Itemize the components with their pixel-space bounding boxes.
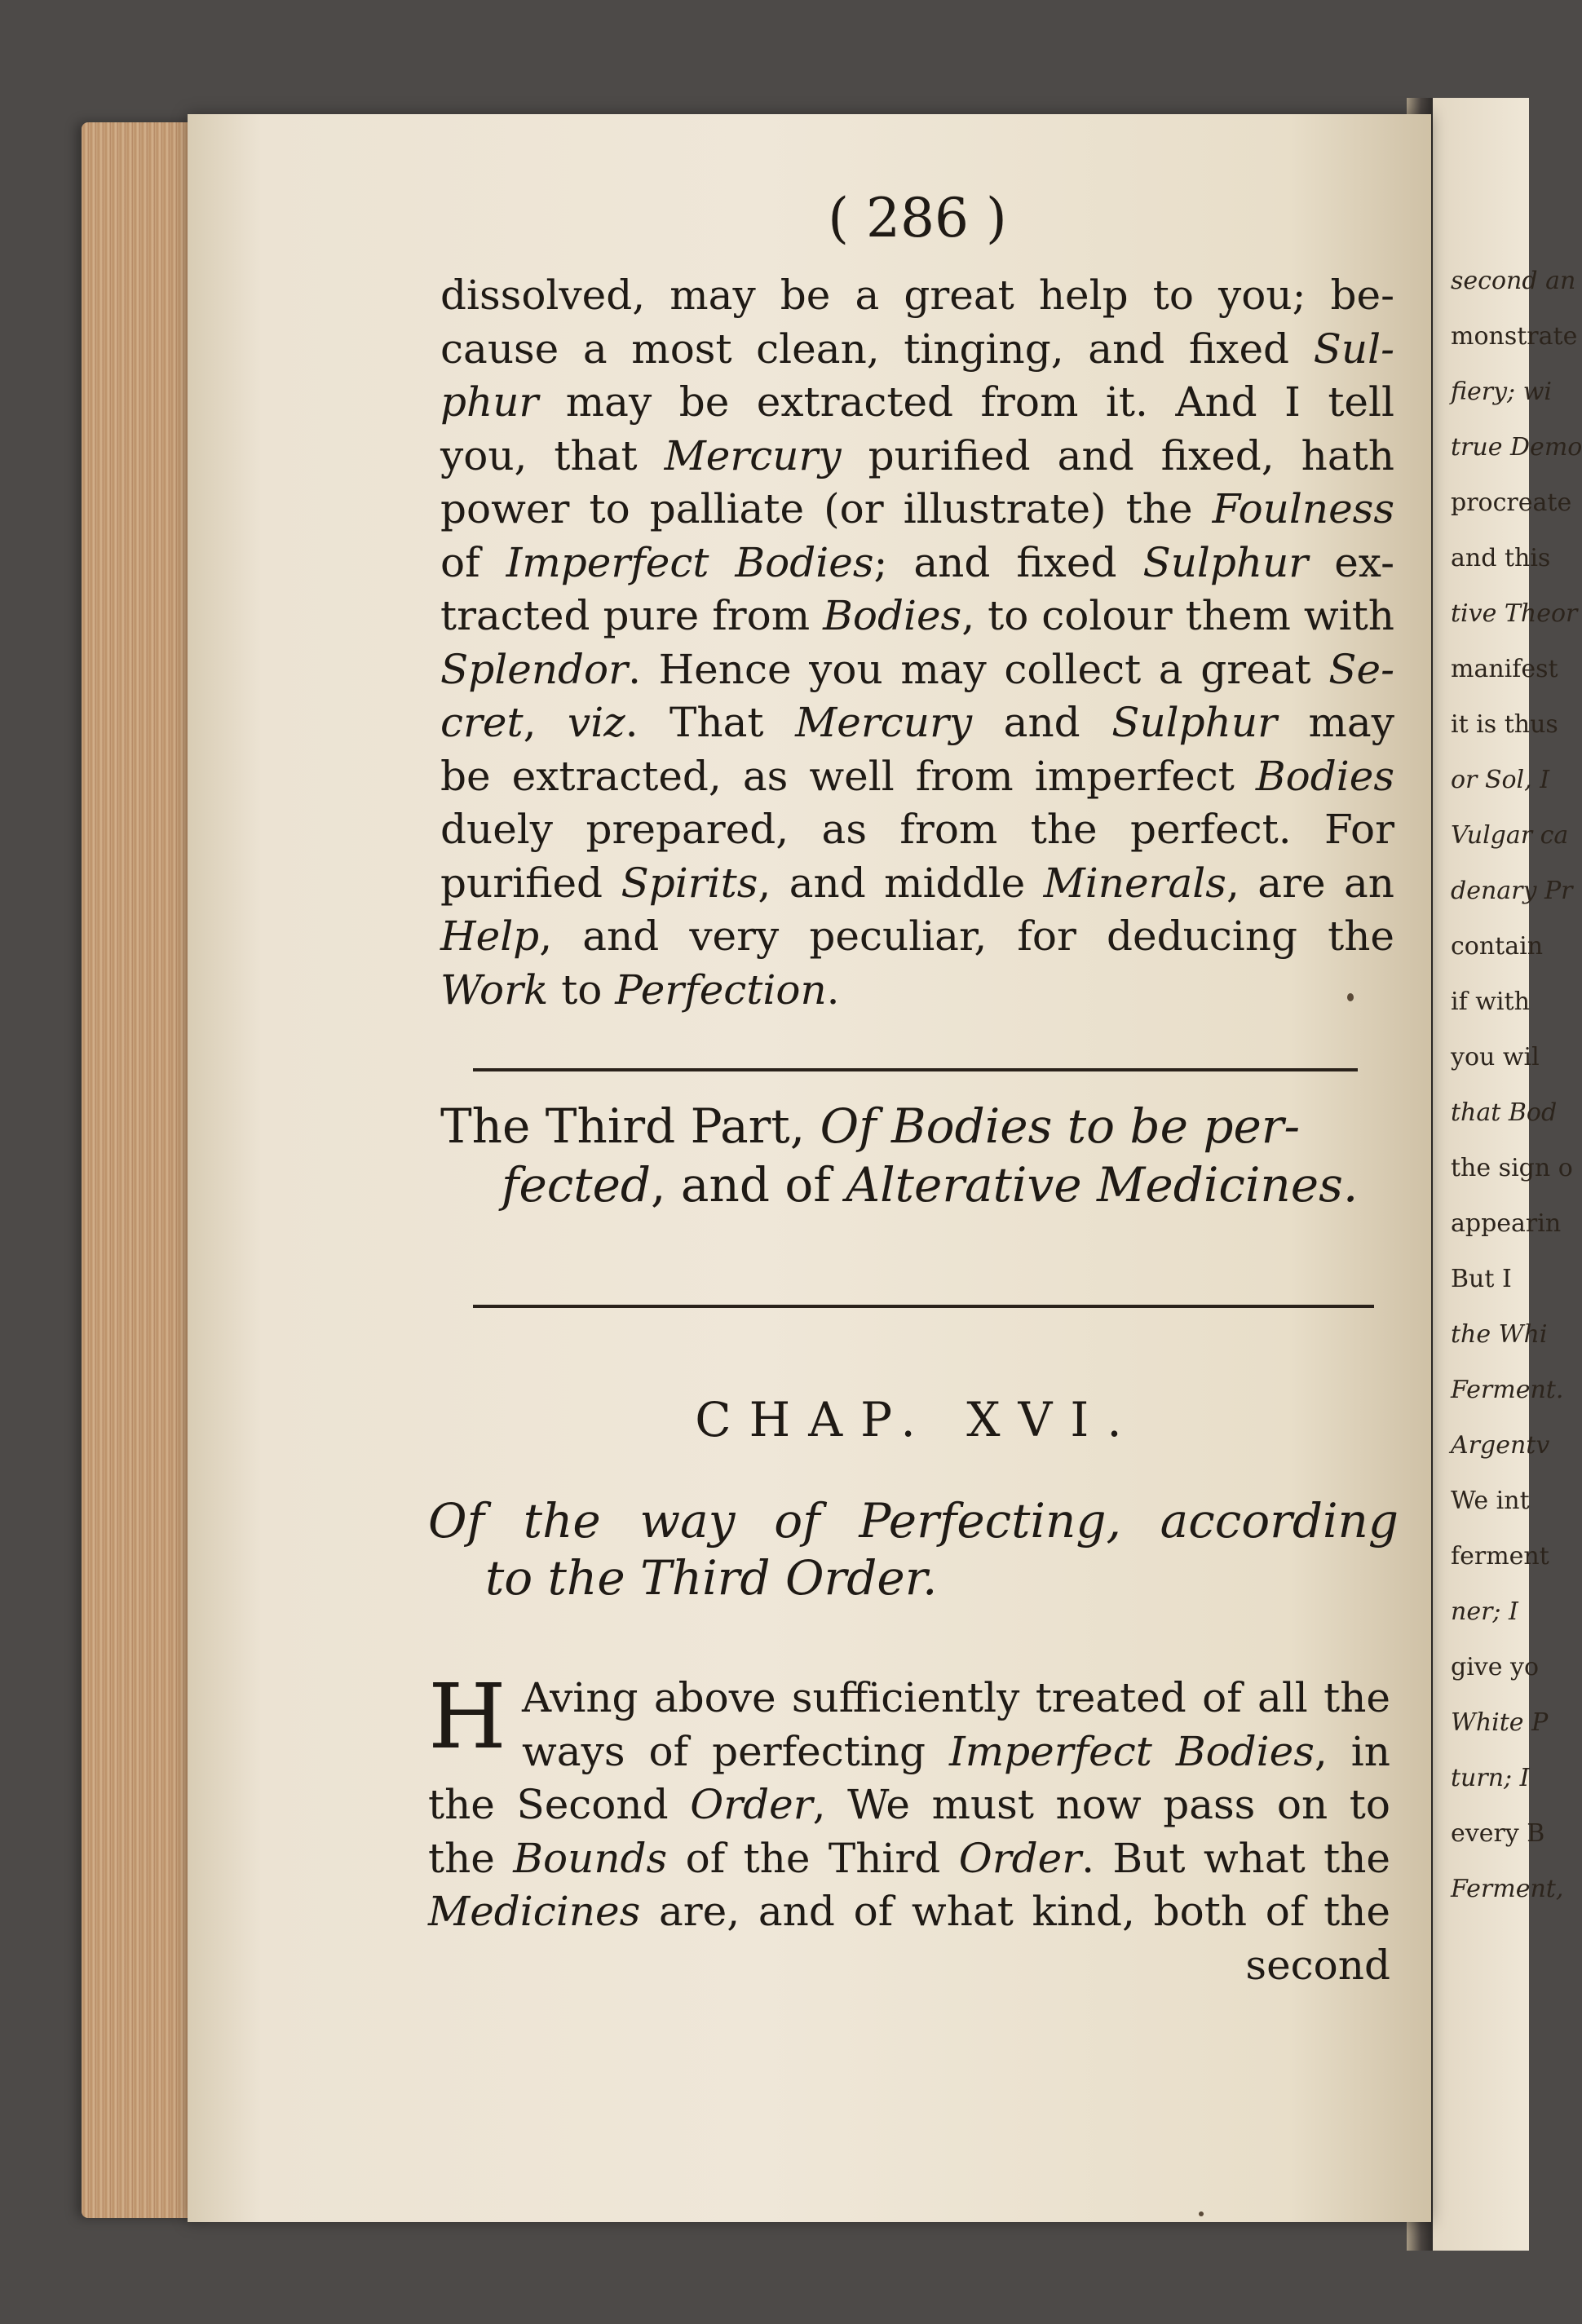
next-page-line: or Sol, I bbox=[1451, 766, 1550, 794]
chapter-line: the Second Order, We must now pass on to bbox=[428, 1781, 1390, 1828]
next-page-fragment bbox=[1433, 98, 1582, 2251]
chapter-title-line2: to the Third Order. bbox=[485, 1550, 938, 1606]
body-line: phur may be extracted from it. And I tell bbox=[440, 378, 1394, 426]
next-page-line: give yo bbox=[1451, 1653, 1540, 1681]
chapter-title bbox=[428, 1492, 1399, 1606]
next-page-line: that Bod bbox=[1451, 1098, 1558, 1127]
chapter-label: CHAP. XVI. bbox=[695, 1392, 1140, 1447]
next-page-line: it is thus bbox=[1451, 710, 1558, 739]
chapter-line: Aving above sufficiently treated of all the bbox=[522, 1674, 1390, 1721]
rule-upper bbox=[473, 1068, 1358, 1071]
body-line: Help, and very peculiar, for deducing the bbox=[440, 912, 1394, 960]
ink-speck bbox=[1199, 2211, 1204, 2216]
next-page-line: monstrate bbox=[1451, 322, 1578, 351]
drop-cap: H bbox=[428, 1664, 506, 1769]
body-line: Work to Perfection. bbox=[440, 965, 840, 1014]
next-page-line: appearin bbox=[1451, 1209, 1562, 1238]
chapter-line: second bbox=[1245, 1941, 1390, 1989]
body-text bbox=[440, 269, 1394, 1017]
ink-speck bbox=[1347, 993, 1354, 1001]
body-line: tracted pure from Bodies, to colour them with bbox=[440, 592, 1394, 639]
part-heading-roman-b: , and of bbox=[651, 1157, 831, 1213]
next-page-line: denary Pr bbox=[1451, 877, 1573, 905]
body-line: Splendor. Hence you may collect a great Se- bbox=[440, 645, 1394, 693]
next-page-line: the sign o bbox=[1451, 1154, 1573, 1182]
body-line: be extracted, as well from imperfect Bodies bbox=[440, 752, 1394, 800]
next-page-line: true Demo bbox=[1451, 433, 1582, 462]
chapter-line: the Bounds of the Third Order. But what the bbox=[428, 1834, 1390, 1882]
rule-lower bbox=[473, 1305, 1374, 1308]
body-line: duely prepared, as from the perfect. For bbox=[440, 806, 1394, 853]
next-page-line: manifest bbox=[1451, 655, 1558, 683]
chapter-body bbox=[428, 1664, 1390, 1992]
part-heading-roman: The Third Part, bbox=[440, 1098, 806, 1154]
next-page-line: Ferment. bbox=[1451, 1376, 1564, 1404]
part-heading-italic-a: fected bbox=[502, 1157, 652, 1213]
next-page-line: second an bbox=[1451, 267, 1576, 295]
next-page-line: White P bbox=[1451, 1708, 1549, 1737]
body-line: dissolved, may be a great help to you; be- bbox=[440, 272, 1394, 319]
chapter-line: ways of perfecting Imperfect Bodies, in bbox=[522, 1727, 1390, 1775]
next-page-line: tive Theor bbox=[1451, 599, 1578, 628]
next-page-line: ferment bbox=[1451, 1542, 1549, 1571]
body-line: purified Spirits, and middle Minerals, are an bbox=[440, 859, 1394, 907]
next-page-line: if with bbox=[1451, 987, 1530, 1016]
page-number: ( 286 ) bbox=[828, 187, 1007, 250]
chapter-line: Medicines are, and of what kind, both of the bbox=[428, 1888, 1390, 1935]
next-page-line: you wil bbox=[1451, 1043, 1540, 1071]
body-line: you, that Mercury purified and fixed, hath bbox=[440, 431, 1394, 479]
next-page-line: every B bbox=[1451, 1819, 1545, 1848]
chapter-paragraph bbox=[428, 1664, 1390, 1992]
next-page-line: turn; I bbox=[1451, 1764, 1530, 1792]
next-page-line: Ferment, bbox=[1451, 1875, 1564, 1903]
part-heading-italic-b: Alterative Medicines. bbox=[846, 1157, 1359, 1213]
next-page-line: contain bbox=[1451, 932, 1544, 961]
next-page-line: But I bbox=[1451, 1265, 1512, 1293]
next-page-line: and this bbox=[1451, 544, 1551, 572]
body-line: cret, viz. That Mercury and Sulphur may bbox=[440, 699, 1394, 746]
next-page-line: fiery; wi bbox=[1451, 378, 1552, 406]
body-paragraph bbox=[440, 269, 1394, 1017]
next-page-line: the Whi bbox=[1451, 1320, 1548, 1349]
next-page-line: We int bbox=[1451, 1487, 1530, 1515]
body-line: power to palliate (or illustrate) the Foulness bbox=[440, 485, 1394, 532]
page-edges bbox=[82, 122, 204, 2218]
next-page-line: procreate bbox=[1451, 488, 1572, 517]
chapter-title-line1: Of the way of Perfecting, according bbox=[428, 1493, 1399, 1549]
part-heading-italic: Of Bodies to be per- bbox=[820, 1098, 1301, 1154]
next-page-line: ner; I bbox=[1451, 1597, 1518, 1626]
next-page-line: Vulgar ca bbox=[1451, 821, 1569, 850]
next-page-line: Argentv bbox=[1451, 1431, 1550, 1460]
body-line: of Imperfect Bodies; and fixed Sulphur ex- bbox=[440, 538, 1394, 586]
body-line: cause a most clean, tinging, and fixed Sul- bbox=[440, 325, 1394, 373]
part-heading bbox=[440, 1097, 1394, 1214]
